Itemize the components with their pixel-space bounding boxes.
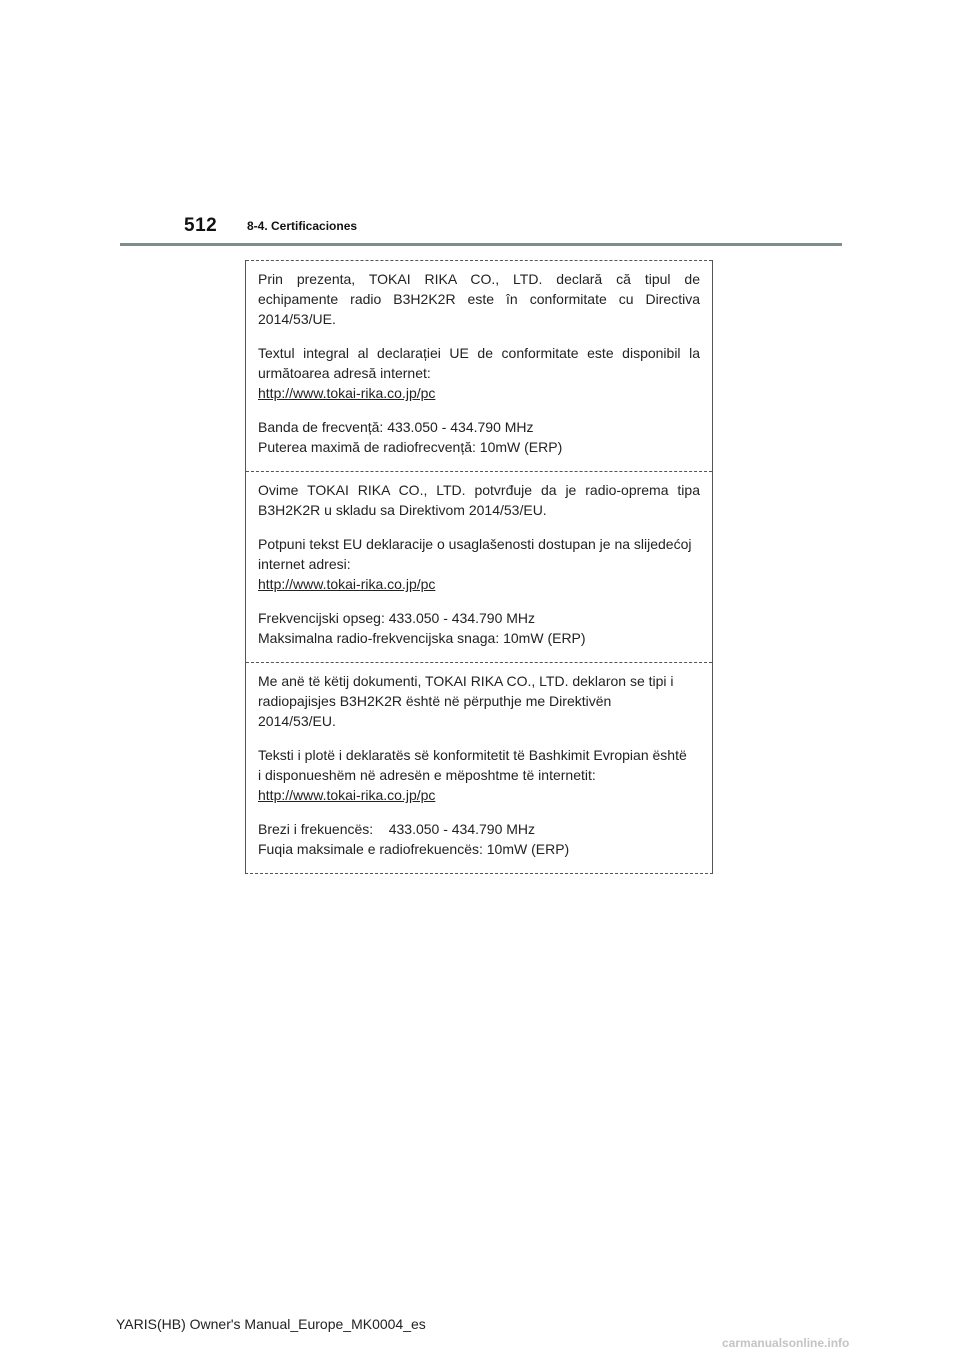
statement-line: 2014/53/UE. [258, 311, 336, 327]
declaration-croatian [246, 471, 712, 662]
statement-line: Ovime TOKAI RIKA CO., LTD. potvrđuje da je radio-oprema tipa [258, 482, 700, 498]
statement-line: echipamente radio B3H2K2R este în conformitate cu Directiva [258, 291, 700, 307]
max-power: Maksimalna radio-frekvencijska snaga: 10mW (ERP) [258, 630, 586, 646]
watermark: carmanualsonline.info [722, 1336, 850, 1350]
availability-line: i disponueshëm në adresën e mëposhtme të internetit: [258, 767, 596, 783]
max-power: Puterea maximă de radiofrecvență: 10mW (ERP) [258, 439, 563, 455]
max-power: Fuqia maksimale e radiofrekuencës: 10mW (ERP) [258, 841, 570, 857]
frequency-band: Brezi i frekuencës: 433.050 - 434.790 MHz [258, 821, 536, 837]
section-title: 8-4. Certificaciones [247, 219, 358, 233]
frequency-band: Frekvencijski opseg: 433.050 - 434.790 MHz [258, 610, 536, 626]
header-divider [120, 243, 842, 246]
declaration-url-link[interactable]: http://www.tokai-rika.co.jp/pc [258, 787, 436, 803]
declaration-url-link[interactable]: http://www.tokai-rika.co.jp/pc [258, 576, 436, 592]
availability-line: Teksti i plotë i deklaratës së konformitetit të Bashkimit Evropian është [258, 747, 687, 763]
declaration-romanian [246, 260, 712, 471]
declaration-url-link[interactable]: http://www.tokai-rika.co.jp/pc [258, 385, 436, 401]
declaration-albanian [246, 662, 712, 873]
statement-line: 2014/53/EU. [258, 713, 336, 729]
statement-line: Prin prezenta, TOKAI RIKA CO., LTD. declară că tipul de [258, 271, 700, 287]
frequency-band: Banda de frecvență: 433.050 - 434.790 MHz [258, 419, 534, 435]
statement-line: B3H2K2R u skladu sa Direktivom 2014/53/EU. [258, 502, 547, 518]
declaration-box [245, 260, 713, 874]
manual-footer: YARIS(HB) Owner's Manual_Europe_MK0004_es [116, 1316, 426, 1332]
statement-line: radiopajisjes B3H2K2R është në përputhje me Direktivën [258, 693, 612, 709]
availability-line: internet adresi: [258, 556, 351, 572]
availability-line: Textul integral al declarației UE de conformitate este disponibil la [258, 345, 700, 361]
statement-line: Me anë të këtij dokumenti, TOKAI RIKA CO., LTD. deklaron se tipi i [258, 673, 674, 689]
availability-line: următoarea adresă internet: [258, 365, 431, 381]
page-number: 512 [184, 215, 218, 236]
availability-line: Potpuni tekst EU deklaracije o usaglašenosti dostupan je na slijedećoj [258, 536, 692, 552]
